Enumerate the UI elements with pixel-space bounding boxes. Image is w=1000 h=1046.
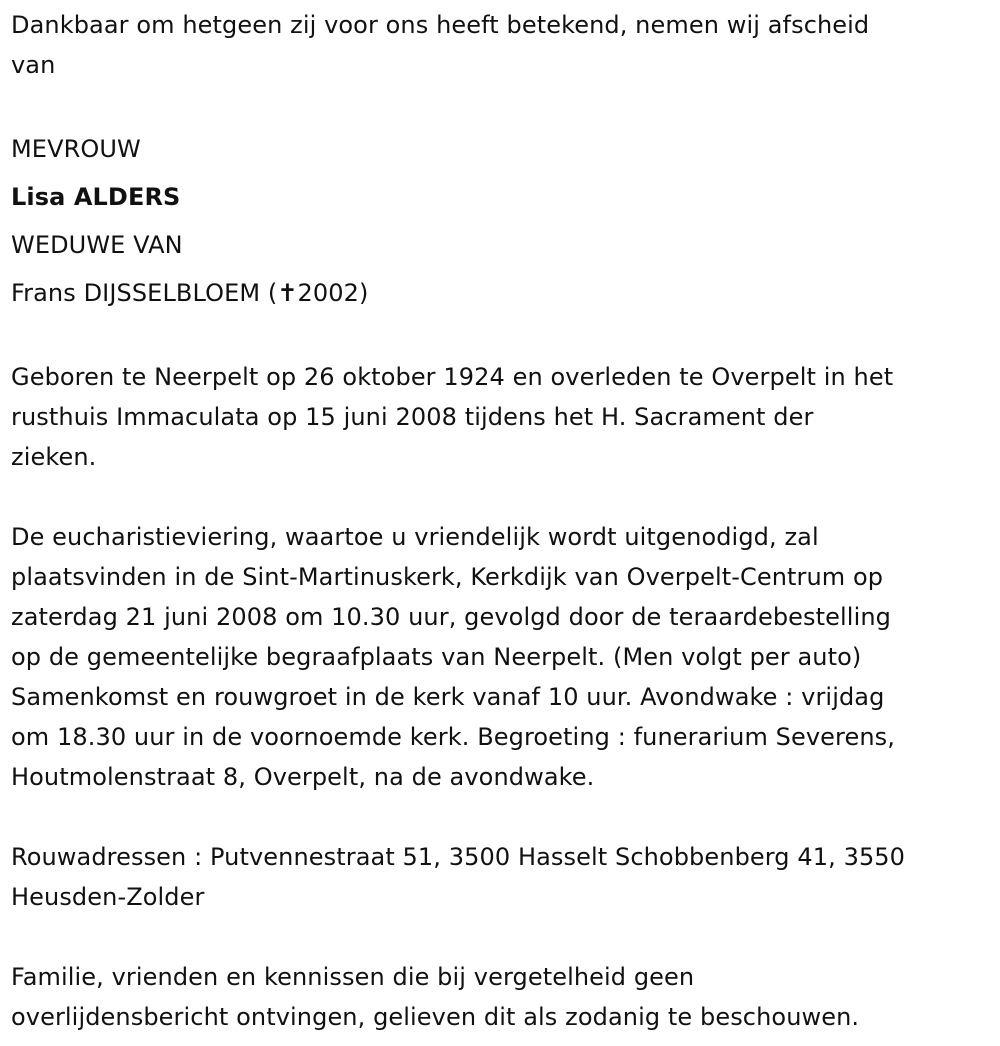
closing-line: Familie, vrienden en kennissen die bij vergetelheid geen bbox=[11, 963, 695, 991]
birth-death-line: zieken. bbox=[11, 443, 97, 471]
intro-line: Dankbaar om hetgeen zij voor ons heeft betekend, nemen wij afscheid bbox=[11, 11, 870, 39]
spouse-name: Frans DIJSSELBLOEM (✝2002) bbox=[11, 279, 369, 307]
ceremony-paragraph bbox=[11, 517, 988, 797]
ceremony-line: plaatsvinden in de Sint-Martinuskerk, Kerkdijk van Overpelt-Centrum op bbox=[11, 563, 884, 591]
ceremony-line: Samenkomst en rouwgroet in de kerk vanaf 10 uur. Avondwake : vrijdag bbox=[11, 683, 885, 711]
paragraph-gap bbox=[11, 797, 988, 837]
deceased-block bbox=[11, 125, 988, 317]
birth-death-line: Geboren te Neerpelt op 26 oktober 1924 en overleden te Overpelt in het bbox=[11, 363, 894, 391]
ceremony-line: Houtmolenstraat 8, Overpelt, na de avondwake. bbox=[11, 763, 595, 791]
birth-death-line: rusthuis Immaculata op 15 juni 2008 tijdens het H. Sacrament der bbox=[11, 403, 814, 431]
ceremony-line: om 18.30 uur in de voornoemde kerk. Begroeting : funerarium Severens, bbox=[11, 723, 896, 751]
birth-death-paragraph bbox=[11, 357, 988, 477]
addresses-paragraph bbox=[11, 837, 988, 917]
closing-paragraph bbox=[11, 957, 988, 1037]
paragraph-gap bbox=[11, 917, 988, 957]
ceremony-line: zaterdag 21 juni 2008 om 10.30 uur, gevolgd door de teraardebestelling bbox=[11, 603, 891, 631]
paragraph-gap bbox=[11, 477, 988, 517]
deceased-name: Lisa ALDERS bbox=[11, 183, 181, 211]
closing-line: overlijdensbericht ontvingen, gelieven dit als zodanig te beschouwen. bbox=[11, 1003, 860, 1031]
paragraph-gap bbox=[11, 317, 988, 357]
paragraph-gap bbox=[11, 85, 988, 125]
address-line: Rouwadressen : Putvennestraat 51, 3500 Hasselt Schobbenberg 41, 3550 bbox=[11, 843, 906, 871]
address-line: Heusden-Zolder bbox=[11, 883, 205, 911]
ceremony-line: op de gemeentelijke begraafplaats van Neerpelt. (Men volgt per auto) bbox=[11, 643, 862, 671]
deceased-title: MEVROUW bbox=[11, 135, 141, 163]
widow-of-label: WEDUWE VAN bbox=[11, 231, 183, 259]
ceremony-line: De eucharistieviering, waartoe u vriendelijk wordt uitgenodigd, zal bbox=[11, 523, 819, 551]
intro-line: van bbox=[11, 51, 56, 79]
intro-paragraph bbox=[11, 5, 988, 85]
